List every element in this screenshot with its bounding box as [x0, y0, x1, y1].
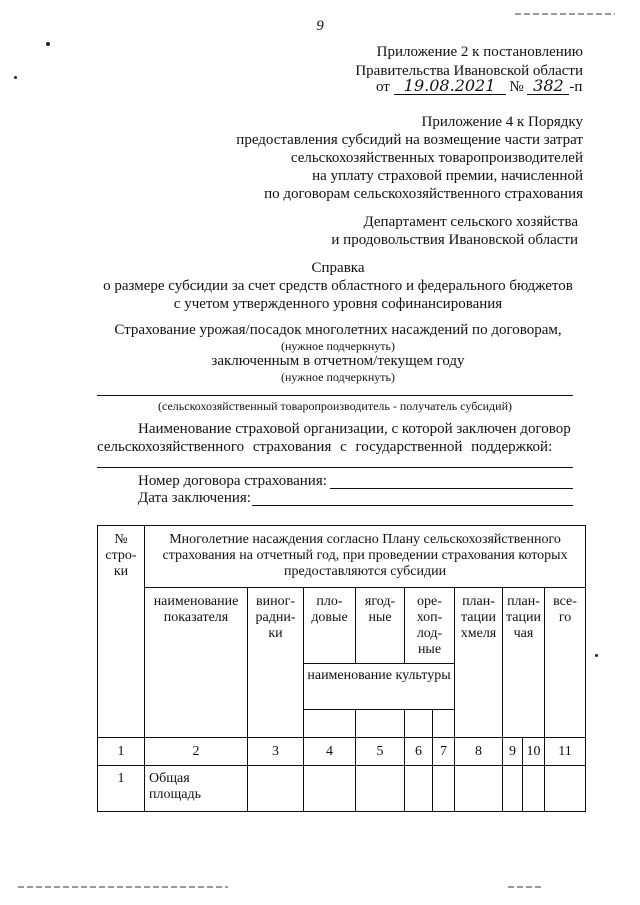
col-number: 7 — [433, 738, 455, 766]
subject-line1: Страхование урожая/посадок многолетних насаждений по договорам, — [114, 322, 562, 338]
data-cell[interactable] — [405, 766, 433, 812]
decree-number: 382 — [527, 78, 569, 95]
scan-artifact-bottom — [18, 886, 228, 888]
doc-title: Справка — [311, 260, 365, 276]
crop-name-cell[interactable] — [304, 710, 356, 738]
crop-name-cell[interactable] — [356, 710, 405, 738]
data-cell[interactable] — [356, 766, 405, 812]
insurer-line1: Наименование страховой организации, с которой заключен договор — [138, 421, 571, 437]
page-number: 9 — [316, 18, 324, 34]
scan-artifact-top — [515, 13, 615, 15]
doc-title-line3: с учетом утвержденного уровня софинансирования — [173, 296, 503, 312]
crop-name-cell[interactable] — [405, 710, 433, 738]
row-number: 1 — [98, 766, 145, 812]
col-number: 5 — [356, 738, 405, 766]
data-cell[interactable] — [503, 766, 523, 812]
col-hops-header: план-тации хмеля — [455, 588, 503, 738]
ot-label: от — [376, 79, 390, 95]
row-indicator-name: Общая площадь — [145, 766, 248, 812]
col-number: 3 — [248, 738, 304, 766]
table-header-row — [98, 526, 586, 588]
col-number: 1 — [98, 738, 145, 766]
table-numbering-row — [98, 738, 586, 766]
data-cell[interactable] — [455, 766, 503, 812]
contract-date-label: Дата заключения: — [138, 490, 251, 506]
col-number: 4 — [304, 738, 356, 766]
col-row-number-header: № стро-ки — [98, 526, 145, 738]
data-cell[interactable] — [523, 766, 545, 812]
data-cell[interactable] — [304, 766, 356, 812]
data-cell[interactable] — [248, 766, 304, 812]
contract-number-label: Номер договора страхования: — [138, 473, 327, 489]
contract-date-field[interactable] — [252, 505, 573, 506]
contract-number-field[interactable] — [330, 488, 573, 489]
scan-artifact-bottom — [508, 886, 544, 888]
insurer-fill-line[interactable] — [97, 467, 573, 468]
department-line2: и продовольствия Ивановской области — [331, 232, 578, 248]
group-header: Многолетние насаждения согласно Плану сельскохозяйственного страхования на отчетный год, при проведении страхования которых предоставляются субсидии — [145, 526, 586, 588]
recipient-caption: (сельскохозяйственный товаропроизводитель - получатель субсидий) — [158, 399, 512, 413]
scan-dot — [595, 654, 598, 657]
col-total-header: все-го — [545, 588, 586, 738]
col-number: 11 — [545, 738, 586, 766]
number-suffix: -п — [569, 79, 583, 95]
col-number: 9 — [503, 738, 523, 766]
scan-dot — [14, 76, 17, 79]
table-subheader-row — [98, 588, 586, 664]
number-label: № — [509, 79, 524, 95]
appendix4-line3: сельскохозяйственных товаропроизводителей — [290, 150, 583, 166]
subject-line2: заключенным в отчетном/текущем году — [211, 353, 465, 369]
appendix4-line4: на уплату страховой премии, начисленной — [312, 168, 583, 184]
crop-name-cell[interactable] — [433, 710, 455, 738]
crop-name-header: наименование культуры — [304, 664, 455, 710]
scan-dot — [46, 42, 50, 46]
table-row — [98, 766, 586, 812]
data-cell[interactable] — [433, 766, 455, 812]
subsidy-table — [97, 525, 586, 812]
appendix4-line1: Приложение 4 к Порядку — [421, 114, 583, 130]
data-cell[interactable] — [545, 766, 586, 812]
appendix2-date-line — [376, 78, 582, 96]
appendix4-line5: по договорам сельскохозяйственного страхования — [264, 186, 583, 202]
doc-title-line2: о размере субсидии за счет средств областного и федерального бюджетов — [103, 278, 573, 294]
col-nut-header: оре-хоп-лод-ные — [405, 588, 455, 664]
col-number: 2 — [145, 738, 248, 766]
appendix2-line1: Приложение 2 к постановлению — [376, 44, 583, 60]
decree-date: 19.08.2021 — [394, 78, 506, 95]
col-indicator-header: наименование показателя — [145, 588, 248, 738]
subject-note2: (нужное подчеркнуть) — [281, 370, 395, 384]
col-vineyards-header: виног-радни-ки — [248, 588, 304, 738]
col-number: 6 — [405, 738, 433, 766]
col-berry-header: ягод-ные — [356, 588, 405, 664]
col-fruit-header: пло-довые — [304, 588, 356, 664]
recipient-fill-line[interactable] — [97, 395, 573, 396]
col-number: 10 — [523, 738, 545, 766]
subject-note1: (нужное подчеркнуть) — [281, 339, 395, 353]
department-line1: Департамент сельского хозяйства — [363, 214, 578, 230]
appendix2-line2: Правительства Ивановской области — [355, 63, 583, 79]
insurer-line2: сельскохозяйственного страхования с государственной поддержкой: — [97, 439, 553, 455]
appendix4-line2: предоставления субсидий на возмещение части затрат — [236, 132, 583, 148]
col-tea-header: план-тации чая — [503, 588, 545, 738]
col-number: 8 — [455, 738, 503, 766]
